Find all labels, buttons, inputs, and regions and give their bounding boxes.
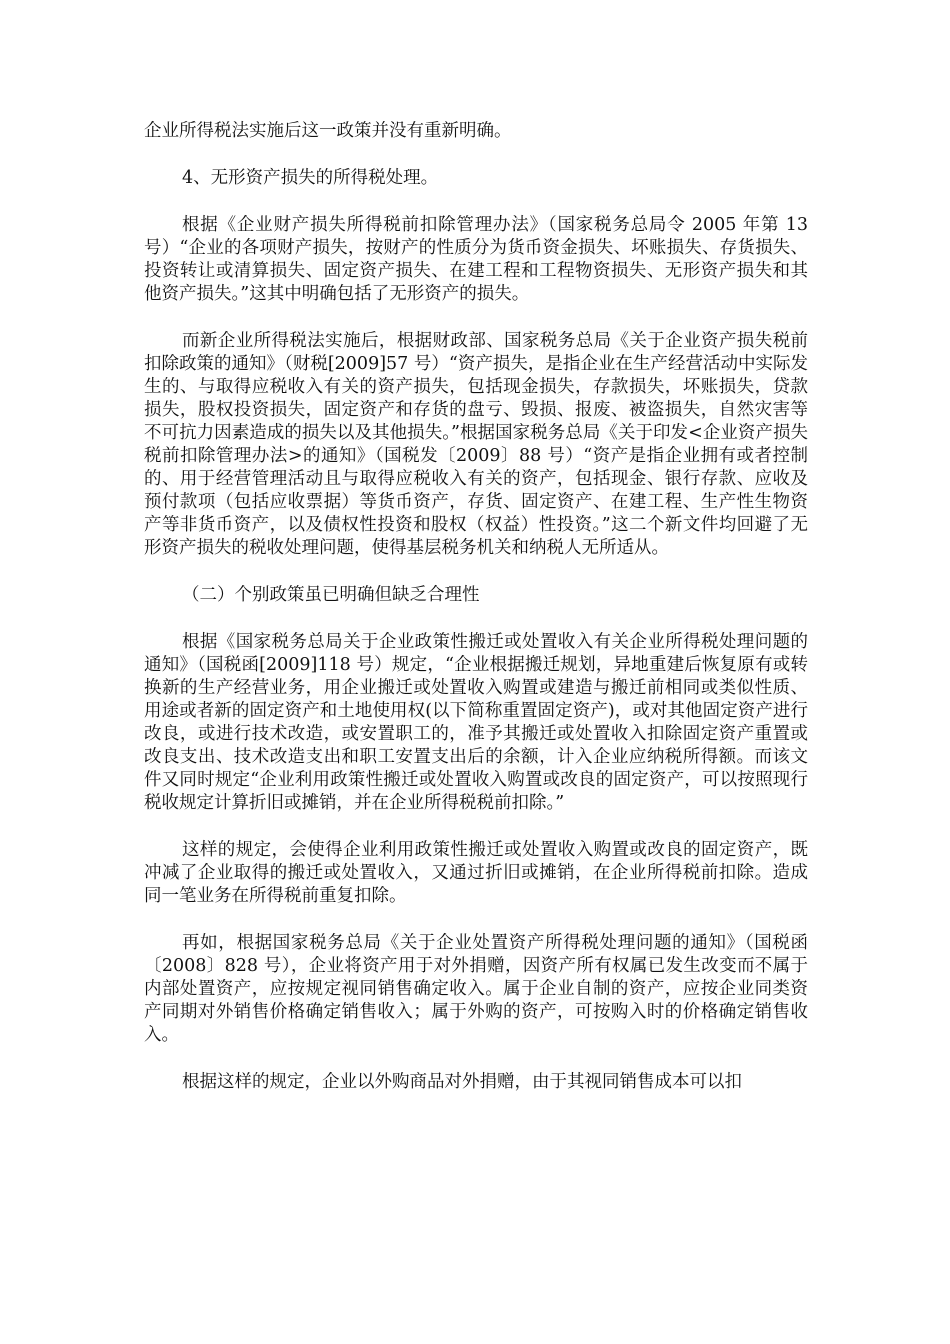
paragraph-6: 根据《国家税务总局关于企业政策性搬迁或处置收入有关企业所得税处理问题的通知》（国税函[2009]118 号）规定，“企业根据搬迁规划，异地重建后恢复原有或转换新的生产经营业务，用企业搬迁或处置收入购置或建造与搬迁前相同或类似性质、用途或者新的固定资产和土地使用权(以下简称重置固定资产)，或对其他固定资产进行改良，或进行技术改造，或安置职工的，准予其搬迁或处置收入扣除固定资产重置或改良支出、技术改造支出和职工安置支出后的余额，计入企业应纳税所得额。而该文件又同时规定“企业利用政策性搬迁或处置收入购置或改良的固定资产，可以按照现行税收规定计算折旧或摊销，并在企业所得税税前扣除。” bbox=[144, 632, 808, 813]
paragraph-7: 这样的规定，会使得企业利用政策性搬迁或处置收入购置或改良的固定资产，既冲减了企业取得的搬迁或处置收入，又通过折旧或摊销，在企业所得税前扣除。造成同一笔业务在所得税前重复扣除。 bbox=[144, 840, 808, 906]
paragraph-9: 根据这样的规定，企业以外购商品对外捐赠，由于其视同销售成本可以扣 bbox=[182, 1072, 742, 1092]
paragraph-3: 根据《企业财产损失所得税前扣除管理办法》（国家税务总局令 2005 年第 13 号）“企业的各项财产损失，按财产的性质分为货币资金损失、坏账损失、存货损失、投资转让或清算损失、固定资产损失、在建工程和工程物资损失、无形资产损失和其他资产损失。”这其中明确包括了无形资产的损失。 bbox=[144, 215, 808, 304]
paragraph-4: 而新企业所得税法实施后，根据财政部、国家税务总局《关于企业资产损失税前扣除政策的通知》（财税[2009]57 号）“资产损失，是指企业在生产经营活动中实际发生的、与取得应税收入有关的资产损失，包括现金损失，存款损失，坏账损失，贷款损失，股权投资损失，固定资产和存货的盘亏、毁损、报废、被盗损失，自然灾害等不可抗力因素造成的损失以及其他损失。”根据国家税务总局《关于印发<企业资产损失税前扣除管理办法>的通知》（国税发〔2009〕88 号）“资产是指企业拥有或者控制的、用于经营管理活动且与取得应税收入有关的资产，包括现金、银行存款、应收及预付款项（包括应收票据）等货币资产，存货、固定资产、在建工程、生产性生物资产等非货币资产，以及债权性投资和股权（权益）性投资。”这二个新文件均回避了无形资产损失的税收处理问题，使得基层税务机关和纳税人无所适从。 bbox=[144, 331, 808, 558]
paragraph-8: 再如，根据国家税务总局《关于企业处置资产所得税处理问题的通知》（国税函〔2008〕828 号），企业将资产用于对外捐赠，因资产所有权属已发生改变而不属于内部处置资产，应按规定视同销售确定收入。属于企业自制的资产，应按企业同类资产同期对外销售价格确定销售收入；属于外购的资产，可按购入时的价格确定销售收入。 bbox=[144, 933, 808, 1045]
section-heading-4: 4、无形资产损失的所得税处理。 bbox=[182, 168, 439, 188]
document-page bbox=[144, 120, 808, 1094]
section-heading-2: （二）个别政策虽已明确但缺乏合理性 bbox=[182, 585, 480, 605]
paragraph-1: 企业所得税法实施后这一政策并没有重新明确。 bbox=[144, 121, 512, 141]
